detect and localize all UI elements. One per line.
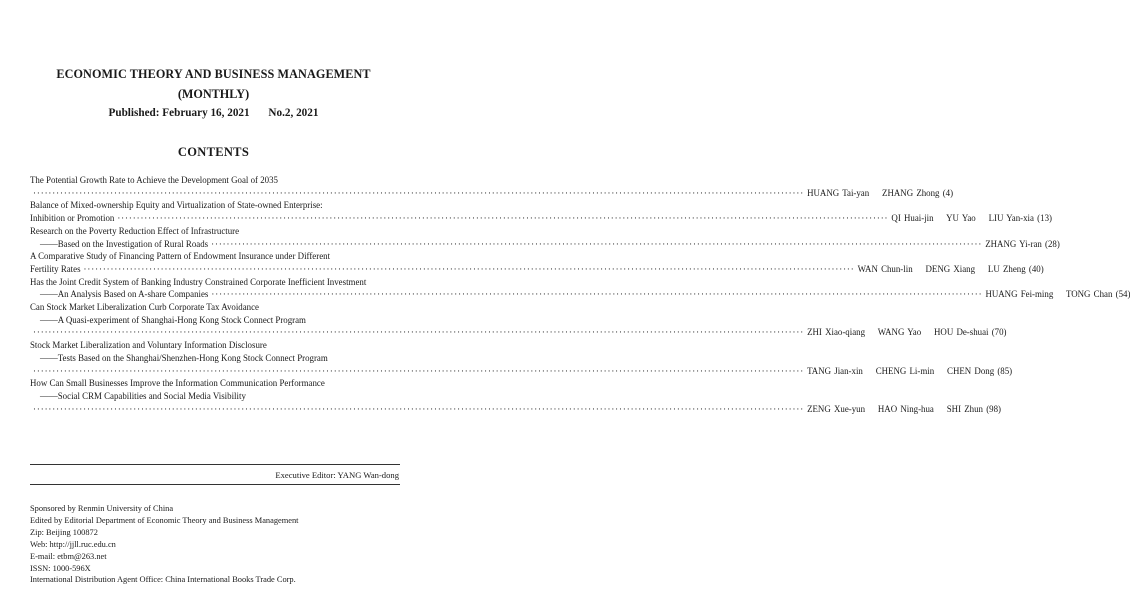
contents-heading: CONTENTS — [177, 145, 250, 159]
issue-number: No.2, 2021 — [268, 107, 319, 119]
toc-title-line: ——Social CRM Capabilities and Social Media Visibility — [40, 390, 246, 401]
divider-top — [30, 464, 400, 465]
info-line: Edited by Editorial Department of Economic Theory and Business Management — [30, 515, 299, 525]
journal-title: ECONOMIC THEORY AND BUSINESS MANAGEMENT — [56, 67, 371, 81]
toc-author-row — [30, 326, 1007, 339]
toc-entry[interactable] — [30, 339, 1013, 377]
info-line: Web: http://jjll.ruc.edu.cn — [30, 539, 116, 549]
toc-entry[interactable] — [30, 225, 1060, 250]
toc-title-tail: ——Based on the Investigation of Rural Roads — [40, 238, 209, 249]
toc-authors: HUANG Fei-ming TONG Chan (54) — [985, 289, 1130, 300]
toc-title-line: ——A Quasi-experiment of Shanghai-Hong Kong Stock Connect Program — [40, 314, 306, 325]
toc-author-row — [30, 238, 1060, 251]
leader-dots: ········································································································································································································ — [33, 187, 805, 198]
toc-title-line: Research on the Poverty Reduction Effect of Infrastructure — [30, 225, 240, 236]
executive-editor: Executive Editor: YANG Wan-dong — [275, 470, 399, 480]
info-line: E-mail: etbm@263.net — [30, 551, 107, 561]
publication-line — [0, 106, 427, 121]
toc-title-line: How Can Small Businesses Improve the Information Communication Performance — [30, 378, 325, 389]
leader-dots: ········································································································································································································ — [33, 403, 805, 414]
toc-entry[interactable] — [30, 174, 954, 199]
info-line: Sponsored by Renmin University of China — [30, 504, 174, 513]
toc-author-row — [30, 365, 1013, 378]
divider-bottom — [30, 484, 400, 485]
toc-title-line: A Comparative Study of Financing Pattern of Endowment Insurance under Different — [30, 251, 331, 262]
toc-entry[interactable] — [30, 250, 1044, 275]
toc-title-tail: Inhibition or Promotion — [30, 213, 115, 224]
info-line: ISSN: 1000-596X — [30, 563, 91, 573]
toc-title-line: Has the Joint Credit System of Banking Industry Constrained Corporate Inefficient Investment — [30, 276, 367, 287]
table-of-contents — [30, 174, 1130, 415]
toc-title-line: The Potential Growth Rate to Achieve the Development Goal of 2035 — [30, 175, 278, 185]
toc-title-line: Stock Market Liberalization and Voluntary Information Disclosure — [30, 340, 267, 351]
toc-entry[interactable] — [30, 377, 1002, 415]
toc-authors: QI Huai-jin YU Yao LIU Yan-xia (13) — [891, 213, 1052, 224]
toc-title-tail: ——An Analysis Based on A-share Companies — [40, 289, 209, 300]
toc-entry[interactable] — [30, 276, 1130, 301]
toc-author-row — [30, 288, 1130, 301]
toc-author-row — [30, 263, 1044, 276]
toc-authors: ZHI Xiao-qiang WANG Yao HOU De-shuai (70) — [807, 327, 1007, 338]
toc-author-row — [30, 403, 1002, 416]
toc-title-line: Balance of Mixed-ownership Equity and Virtualization of State-owned Enterprise: — [30, 200, 323, 211]
toc-author-row — [30, 212, 1052, 225]
info-line: International Distribution Agent Office: China International Books Trade Corp. — [30, 575, 296, 585]
journal-frequency: (MONTHLY) — [177, 87, 250, 101]
leader-dots: ········································································································································································································ — [117, 213, 889, 224]
toc-title-line: Can Stock Market Liberalization Curb Corporate Tax Avoidance — [30, 302, 259, 313]
publication-info — [30, 503, 298, 586]
published-date: Published: February 16, 2021 — [108, 107, 250, 119]
masthead — [0, 66, 427, 121]
toc-title-line: ——Tests Based on the Shanghai/Shenzhen-Hong Kong Stock Connect Program — [40, 352, 328, 363]
toc-author-row — [30, 187, 954, 200]
leader-dots: ········································································································································································································ — [211, 238, 983, 249]
toc-authors: HUANG Tai-yan ZHANG Zhong (4) — [807, 187, 954, 198]
toc-authors: ZENG Xue-yun HAO Ning-hua SHI Zhun (98) — [807, 403, 1002, 414]
toc-authors: WAN Chun-lin DENG Xiang LU Zheng (40) — [857, 263, 1044, 274]
leader-dots: ········································································································································································································ — [33, 327, 805, 338]
leader-dots: ········································································································································································································ — [83, 263, 855, 274]
toc-entry[interactable] — [30, 301, 1007, 339]
toc-authors: ZHANG Yi-ran (28) — [985, 238, 1060, 249]
leader-dots: ········································································································································································································ — [211, 289, 983, 300]
info-line: Zip: Beijing 100872 — [30, 527, 98, 537]
toc-authors: TANG Jian-xin CHENG Li-min CHEN Dong (85) — [807, 365, 1013, 376]
toc-title-tail: Fertility Rates — [30, 263, 81, 274]
toc-entry[interactable] — [30, 199, 1052, 224]
leader-dots: ········································································································································································································ — [33, 365, 805, 376]
